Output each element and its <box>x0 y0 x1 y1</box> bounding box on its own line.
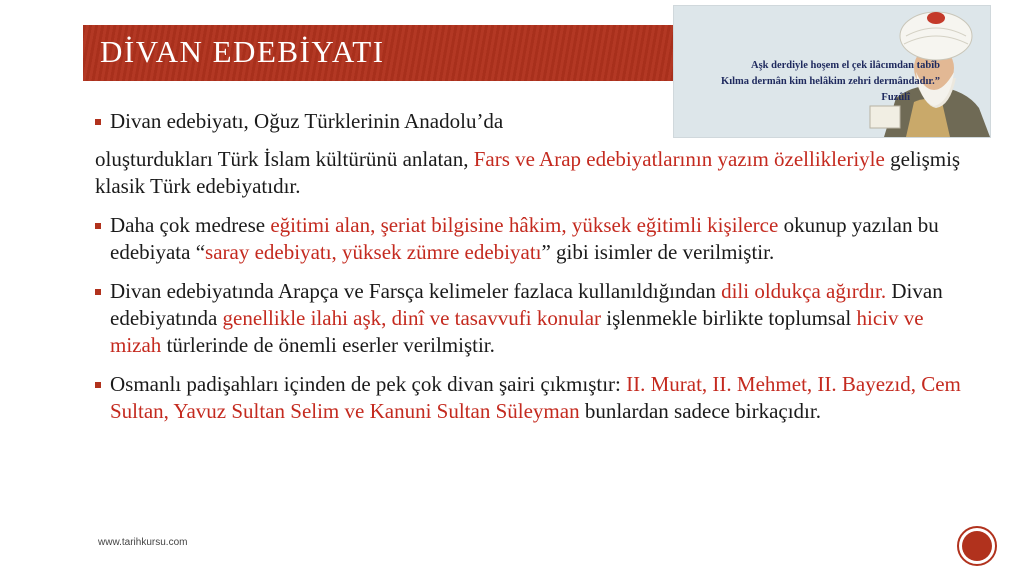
quote-author: Fuzûlî <box>881 92 910 103</box>
text-span: işlenmekle birlikte toplumsal <box>601 306 857 330</box>
text-span: gelişmiş klasik Türk edebiyatıdır. <box>95 147 961 198</box>
quote-line-2: Kılma dermân kim helâkim zehri dermândadır.” <box>721 76 940 87</box>
highlight-span: dili oldukça ağırdır. <box>721 279 887 303</box>
quote-block <box>680 58 940 106</box>
text-span: Daha çok medrese <box>110 213 271 237</box>
highlight-span: eğitimi alan, şeriat bilgisine hâkim, yüksek eğitimli kişilerce <box>270 213 779 237</box>
highlight-span: saray edebiyatı, yüksek zümre edebiyatı <box>205 240 542 264</box>
slide-nav-button[interactable] <box>957 526 997 566</box>
text-span: okunup yazılan bu edebiyata “ <box>110 213 939 264</box>
circle-icon <box>962 531 992 561</box>
text-span: türlerinde de önemli eserler verilmiştir. <box>161 333 495 357</box>
bullet-paragraph-2 <box>95 212 975 266</box>
highlight-span: Fars ve Arap edebiyatlarının yazım özellikleriyle <box>473 147 885 171</box>
quote-line-1: Aşk derdiyle hoşem el çek ilâcımdan tabîb <box>750 60 940 71</box>
paragraph-1-first-line: Divan edebiyatı, Oğuz Türklerinin Anadolu’da <box>110 109 504 133</box>
slide-body <box>95 108 975 437</box>
text-span: Divan edebiyatında <box>110 279 943 330</box>
highlight-span: II. Murat, II. Mehmet, II. Bayezıd, Cem Sultan, Yavuz Sultan Selim ve Kanuni Sultan Süleyman <box>110 372 961 423</box>
bullet-paragraph-1 <box>95 108 975 135</box>
text-span: ” gibi isimler de verilmiştir. <box>541 240 775 264</box>
highlight-span: hiciv ve mizah <box>110 306 924 357</box>
bullet-icon <box>95 119 101 125</box>
text-span: Divan edebiyatında Arapça ve Farsça kelimeler fazlaca kullanıldığından <box>110 279 722 303</box>
slide-title: DİVAN EDEBİYATI <box>100 34 385 69</box>
footer-url: www.tarihkursu.com <box>98 537 188 548</box>
text-span: bunlardan sadece birkaçıdır. <box>579 399 821 423</box>
bullet-paragraph-3 <box>95 278 975 359</box>
bullet-paragraph-4 <box>95 371 975 425</box>
text-span: oluşturdukları Türk İslam kültürünü anlatan, <box>95 147 474 171</box>
bullet-icon <box>95 382 101 388</box>
highlight-span: genellikle ilahi aşk, dinî ve tasavvufi konular <box>222 306 602 330</box>
bullet-icon <box>95 223 101 229</box>
text-span: Osmanlı padişahları içinden de pek çok divan şairi çıkmıştır: <box>110 372 627 396</box>
bullet-icon <box>95 289 101 295</box>
paragraph-1-continuation <box>95 146 975 200</box>
